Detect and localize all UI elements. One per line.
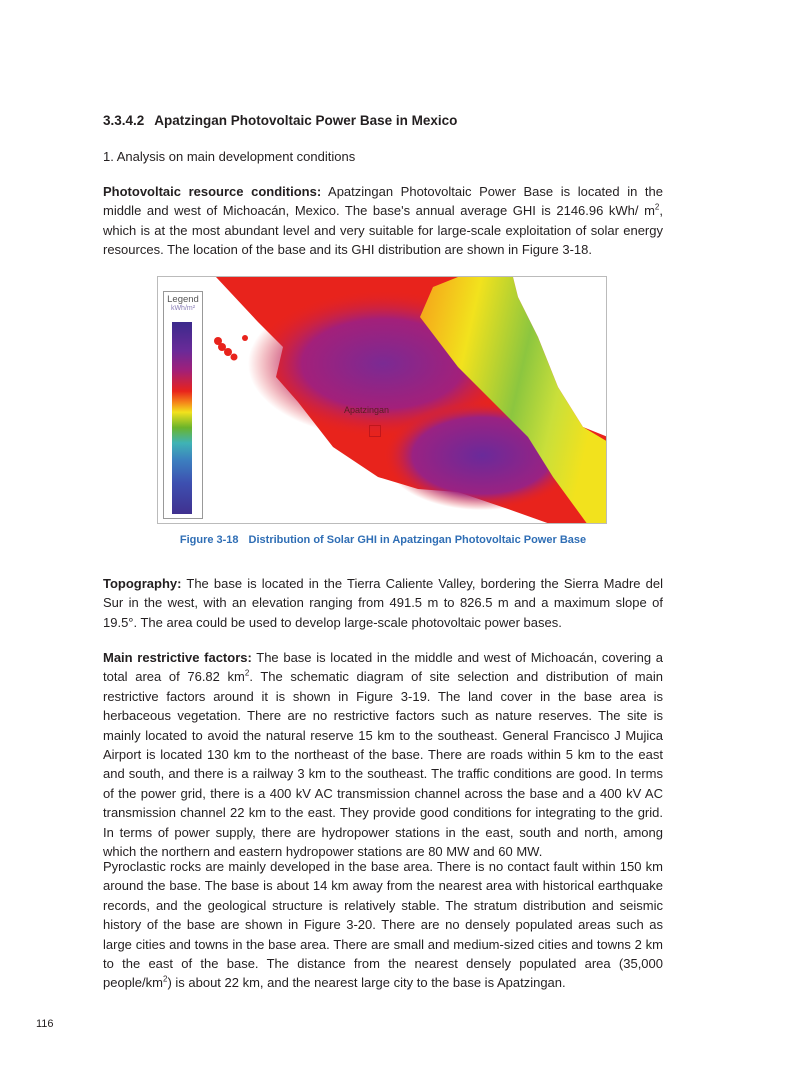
paragraph-geology: Pyroclastic rocks are mainly developed in the base area. There is no contact fault within 150 km around the base. The base is about 14 km away from the nearest area with historical earthquake records, and the geological structure is relatively stable. The stratum distribution and seismic history of the base are shown in Figure 3-20. There are no densely populated areas such as large cities and towns in the base area. There are small and medium-sized cities and towns 2 km to the east of the base. The distance from the nearest densely populated area (35,000 people/$km^2$) is about 22 km, and the nearest large city to the base is Apatzingan. — [103, 859, 663, 991]
figure-caption: Figure 3-18 Distribution of Solar GHI in Apatzingan Photovoltaic Power Base — [179, 534, 587, 546]
base-location-marker — [369, 425, 381, 437]
paragraph-topography: Topography: The base is located in the Tierra Caliente Valley, bordering the Sierra Madre del Sur in the west, with an elevation ranging from 491.5 m to 826.5 m and a maximum slope of 19.5°. The area could be used to develop large-scale photovoltaic power bases. — [103, 576, 663, 630]
page-number: 116 — [36, 1018, 54, 1030]
subheading: 1. Analysis on main development conditions — [103, 149, 356, 164]
section-heading: 3.3.4.2 Apatzingan Photovoltaic Power Base in Mexico — [103, 113, 458, 128]
ghi-map — [158, 277, 607, 524]
paragraph-restrictive-factors: Main restrictive factors: The base is located in the middle and west of Michoacán, covering a total area of 76.82 $km^2$. The schematic diagram of site selection and distribution of main restrictive factors around it is shown in Figure 3-19. The land cover in the base area is herbaceous vegetation. There are no restrictive factors such as nature reserves. The site is mainly located to avoid the natural reserve 15 km to the southeast. General Francisco J Mujica Airport is located 130 km to the northeast of the base. There are roads within 5 km to the east and south, and there is a railway 3 km to the southeast. The traffic conditions are good. In terms of the power grid, there is a 400 kV AC transmission channel across the base and a 400 kV AC transmission channel 22 km to the east. They provide good conditions for integrating to the grid. In terms of power supply, there are hydropower stations in the east, south and north, among which the northern and eastern hydropower stations are 80 MW and 60 MW. — [103, 650, 663, 860]
legend-color-bar — [172, 322, 192, 514]
map-legend: Legend kWh/m² — [163, 291, 203, 519]
place-label: Apatzingan — [344, 405, 390, 415]
paragraph-pv-resource: Photovoltaic resource conditions: Apatzingan Photovoltaic Power Base is located in the middle and west of Michoacán, Mexico. The base's annual average GHI is 2146.96 kWh/ $m^2$, which is at the most abundant level and very suitable for large-scale exploitation of solar energy resources. The location of the base and its GHI distribution are shown in Figure 3-18. — [103, 184, 663, 258]
ghi-map-figure — [157, 276, 607, 524]
